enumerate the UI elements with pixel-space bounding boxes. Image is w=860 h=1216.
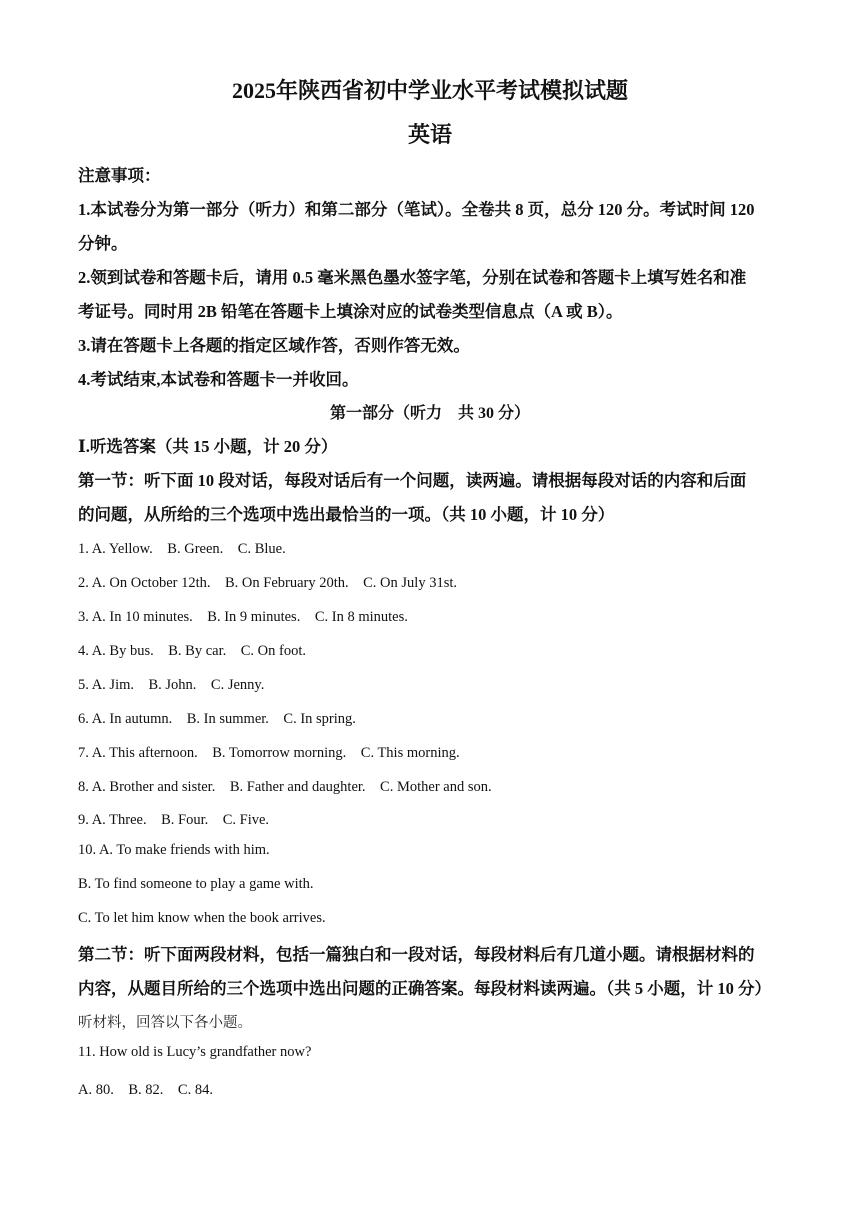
- exam-title: 2025年陕西省初中学业水平考试模拟试题: [231, 78, 628, 103]
- listen-prompt: 听材料，回答以下各小题。: [78, 1015, 252, 1031]
- part1-title: 第一部分（听力 共 30 分）: [329, 405, 530, 422]
- note-2-line-2: 考证号。同时用 2B 铅笔在答题卡上填涂对应的试卷类型信息点（A 或 B）。: [78, 302, 623, 321]
- note-4: 4.考试结束,本试卷和答题卡一并收回。: [78, 370, 359, 389]
- question-4: 4. A. By bus. B. By car. C. On foot.: [78, 643, 306, 659]
- section1-heading: Ⅰ.听选答案（共 15 小题，计 20 分）: [78, 437, 338, 456]
- question-10-option-c: C. To let him know when the book arrives.: [78, 910, 326, 926]
- question-6: 6. A. In autumn. B. In summer. C. In spring.: [78, 711, 356, 727]
- question-11: 11. How old is Lucy’s grandfather now?: [78, 1044, 312, 1060]
- question-7: 7. A. This afternoon. B. Tomorrow morning. C. This morning.: [78, 745, 460, 761]
- subsection1-instructions-line-1: 第一节：听下面 10 段对话，每段对话后有一个问题，读两遍。请根据每段对话的内容和后面: [78, 471, 747, 490]
- question-10: 10. A. To make friends with him.: [78, 842, 270, 858]
- note-3: 3.请在答题卡上各题的指定区域作答，否则作答无效。: [78, 336, 470, 355]
- subsection2-instructions-line-1: 第二节：听下面两段材料，包括一篇独白和一段对话，每段材料后有几道小题。请根据材料的: [78, 945, 755, 964]
- subsection2-instructions-line-2: 内容，从题目所给的三个选项中选出问题的正确答案。每段材料读两遍。（共 5 小题，计 10 分）: [78, 979, 771, 998]
- question-9: 9. A. Three. B. Four. C. Five.: [78, 812, 270, 828]
- note-1-line-1: 1.本试卷分为第一部分（听力）和第二部分（笔试）。全卷共 8 页，总分 120 分。考试时间 120: [78, 200, 755, 219]
- question-5: 5. A. Jim. B. John. C. Jenny.: [78, 677, 265, 693]
- question-10-option-b: B. To find someone to play a game with.: [78, 876, 314, 892]
- question-3: 3. A. In 10 minutes. B. In 9 minutes. C. In 8 minutes.: [78, 609, 408, 625]
- subsection1-instructions-line-2: 的问题，从所给的三个选项中选出最恰当的一项。（共 10 小题，计 10 分）: [78, 505, 615, 524]
- notes-heading: 注意事项：: [78, 166, 161, 185]
- note-1-line-2: 分钟。: [78, 234, 128, 253]
- question-11-options: A. 80. B. 82. C. 84.: [78, 1082, 213, 1098]
- note-2-line-1: 2.领到试卷和答题卡后，请用 0.5 毫米黑色墨水签字笔，分别在试卷和答题卡上填写姓名和准: [78, 268, 747, 287]
- question-8: 8. A. Brother and sister. B. Father and daughter. C. Mother and son.: [78, 779, 492, 795]
- question-1: 1. A. Yellow. B. Green. C. Blue.: [78, 541, 286, 557]
- question-2: 2. A. On October 12th. B. On February 20th. C. On July 31st.: [78, 575, 457, 591]
- exam-subject: 英语: [407, 122, 452, 147]
